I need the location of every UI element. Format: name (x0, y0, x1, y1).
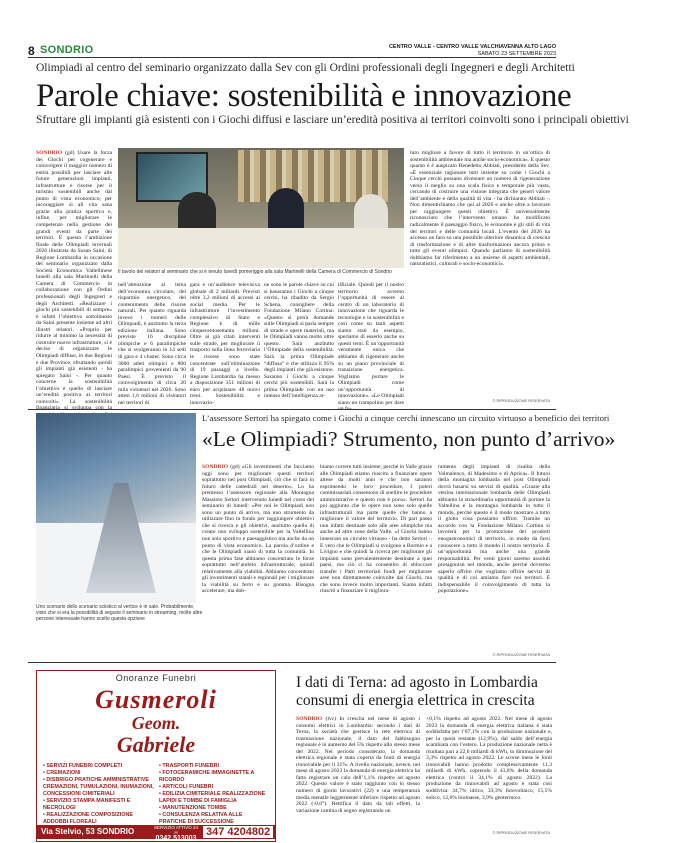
page-header (28, 44, 556, 58)
article2-signature: © RIPRODUZIONE RISERVATA (492, 652, 550, 657)
ad-service-item: • EDILIZIA CIMITERIALE REALIZZAZIONE LAPIDI E TOMBE DI FAMIGLIA (159, 791, 271, 805)
ad-logo-title: Geom. (131, 713, 181, 733)
dateline: SONDRIO (202, 464, 229, 470)
article2-kicker: L’assessore Sertori ha spiegato come i Giochi a cinque cerchi innescano un circuito virtuoso a beneficio dei territori (202, 413, 610, 423)
ad-service-item: • DISBRIGO PRATICHE AMMINISTRATIVE CREMAZIONI, TUMULAZIONI, INUMAZIONI, CONCESSIONI CIMITERIALI (43, 777, 155, 798)
ad-service-item: • CREMAZIONI (43, 770, 155, 777)
ad-service-item: • FOTOCERAMICHE IMMAGINETTE A RICORDO (159, 770, 271, 784)
ad-service-label: SERVIZIO ATTIVO 24 H (153, 825, 199, 835)
ad-contact-bar (37, 825, 275, 842)
ad-service-item: • REALIZZAZIONE COMPOSIZIONE ADDOBBI FLOREALI (43, 812, 155, 826)
dateline: SONDRIO (296, 716, 323, 722)
ad-service-item: • MANUTENZIONE TOMBE (159, 805, 271, 812)
ad-services-right (159, 763, 271, 826)
funeral-services-ad (36, 670, 276, 842)
ad-logo-name: Gabriele (116, 732, 196, 757)
edition-name: CENTRO VALLE - CENTRO VALLE VALCHIAVENNA ALTO LAGO (388, 44, 556, 50)
article-divider (28, 662, 556, 663)
section-title: SONDRIO (40, 44, 94, 56)
ad-service-item: • SERVIZI FUNEBRI COMPLETI (43, 763, 155, 770)
article1-col6: turo migliore a favore di tutto il territorio in un’ottica di sostenibilità ambientale ma anche socio-economica». E questo quanto è è auspicato Benedetto Abbiati, presidente della Sev. «È essenziale ragionare tutti insieme su come i Giochi a Cinque cerchi possano diventare un numero di rigenerazione verso il meglio su una scala fisica e temporale più vasta, cercando di costruire una visione integrata che generi valore dell’ambiente e della qualità di vita - ha dichiarato Abbiati -. Non dimentichiamo che qui al 2026 e anche oltre a lavorare per raggiungere questi obiettivi. È universalmente riconosciuto che l’intervento umano ha modificato radicalmente il paesaggio fisico, le economie e gli stili di vita dei territori e delle comunità locali. L’evento del 2026 ha accesso un faro su una possibile ulteriore dinamica di crescita di trasformazione e di altre trasformazioni ancora prima e tutto gli eventi olimpici. Quando parliamo di sostenibilità dobbiamo far riferimento a un insieme di aspetti ambientali, naturalistici, culturali e socio-economici». (410, 150, 550, 268)
edition-info (389, 44, 556, 57)
ad-service-item: • SERVIZIO STAMPA MANIFESTI E NECROLOGI (43, 798, 155, 812)
edition-date: SABATO 23 SETTEMBRE 2023 (477, 50, 556, 57)
ski-slope-photo (36, 413, 196, 603)
article2-headline: «Le Olimpiadi? Strumento, non punto d’arrivo» (202, 427, 616, 451)
page-number: 8 (28, 44, 35, 58)
article2-photo-caption: Uno scenario dello scenario sciistico al vertice è in sale. Probabilmente, visto che si era la possibilità di seguire il seminario in streaming, molte altre persone interessate hanno scelto questa opzione (36, 604, 203, 622)
ad-logo-surname: Gusmeroli (95, 685, 217, 714)
ad-phone1: 0342 513003 (155, 835, 197, 842)
article1-subheadline: Sfruttare gli impianti già esistenti con i Giochi diffusi e lasciare un’eredità positiva ai territori coinvolti sono i principali obiettivi (36, 114, 629, 126)
dateline: SONDRIO (36, 150, 63, 156)
article1-col1: SONDRIO (gd) Usare la forza dei Giochi per cogenerare e coinvolgere il maggior numero di entità possibili per lasciare alle future generazioni impianti, infrastrutture e risorse per il turismo sostenibili anche dal punto di vista economico; per incoraggiare sì all vita sana grazie alla pratica sportiva e, infine, per migliorare le competenze nella gestione dei grandi eventi da parte dei territori. È questa l’ambizione finale delle Olimpiadi invernali 2026 illustrata da Susan Saini, di Regione Lombardia in occasione del seminario organizzato dalla Società Economica Valtellinese lunedì alla sala Martinelli della Camera di Commercio in collaborazione con gli Ordini professionali degli Ingegneri e degli Architetti. «Realizzare i giochi più sostenibili di sempre» è infatti l’obiettivo sottolineato da Saini presente insieme ad altri illustri relatori. «Proprio per ridurre al minimo la necessità di costruire nuove infrastrutture, si è deciso di organizzare le Olimpiadi diffuse, in due Regioni e due Province, sfruttando quindi gli impianti già esistenti - ha spiegato Saini -. Per quanto concerne la sostenibilità l’obiettivo è quello di lasciare un’eredità positiva ai territori coinvolti». La sostenibilità (36, 150, 112, 405)
ad-heading: Onoranze Funebri (115, 673, 197, 683)
article1-col4: ne sono le parole chiave su cui si basaranno i Giochi a cinque cerchi, ha ribadito da Sergio Schena, consigliere della Fondazione Milano Cortina: «Questo si potrà domande sulle Olimpiadi si parla sempre di strade e opere materiali, ma le Olimpiadi vanno molto oltre questo. Sarà anzitutto l’Olimpiade della sostenibilità. Sarà la prima Olimpiade “diffusa” e che utilizza il 95% degli impianti che già esistono. Saranno i Giochi a cinque cerchi più sostenibili. Sarà la prima Olimpiade con un uso intenso dell’intelligenza ar- (264, 282, 334, 400)
article1-kicker: Olimpiadi al centro del seminario organizzato dalla Sev con gli Ordini professionali degli Ingegneri e degli Architetti (36, 62, 575, 74)
article3-col1: SONDRIO (lvc) In crescita nel mese di agosto i consumi elettrici in Lombardia: secondo i dati di Terna, la società che gestisce la rete elettrica di trasmissione nazionale, il dato del fabbisogno regionale è in aumento del 5% rispetto allo stesso mese del 2022. Nel periodo considerato, la domanda elettrica regionale è stata coperta da fonti di energia rinnovabile per il 31%. A livello nazionale, invece, nel mese di agosto 2023 la domanda di energia elettrica ha fatto registrare un calo dell’1,1% rispetto ad agosto 2022. Questo valore è stato raggiunto con lo stesso numero di giorni lavorativi (22) e una temperatura media mensile leggermente inferiore rispetto ad agosto 2022 (-0,6°). Rettifica il dato da tali effetti, la variazione cambia di segno registrando un (296, 716, 420, 814)
ad-phone-office (153, 825, 199, 843)
ad-address: Via Stelvio, 53 SONDRIO (41, 827, 135, 836)
article3-signature: © RIPRODUZIONE RISERVATA (492, 830, 550, 835)
ad-services-left (43, 763, 155, 826)
article2-col1: SONDRIO (gd) «Gli investimenti che facciamo oggi sono per migliorare questi territori soprattutto nel post Olimpiadi, ciò che si farà in futuro delle cattedrali nel deserto». Lo ha premesso l’assessore regionale alla Montagna Massimo Sertori intervenuto lunedì nel corso del seminario di lunedì: «Per noi le Olimpiadi non sono un punto di arrivo, ma uno strumento da utilizzare fino in fondo per raggiungere obiettivi che si ricerca e gli obiettivi, anzitutto quello di creare uno sviluppo sostenibile per la Valtellina non solo sportivo e paesaggistico ma anche da un punto di vista economico. La parola d’ordine e che le Olimpiadi siano di tutta la comunità. In questa prima fase abbiamo concentrato le forze soprattutto nell’ambito infrastrutturale, quindi relativamente alla viabilità. Abbiamo concentrato gli investimenti statali e regionali per i migliorare la viabilità su ferro e su gomma. Bisogna accelerare, ma dob- (202, 464, 314, 595)
ad-service-item: • CONSULENZA RELATIVA ALLE PRATICHE DI SUCCESSIONE (159, 812, 271, 826)
ad-service-item: • TRASPORTI FUNEBRI (159, 763, 271, 770)
article-divider (28, 409, 556, 410)
speaker-table (118, 228, 404, 268)
ad-logo (47, 687, 265, 757)
article2-col2: biamo correre tutti insieme, perché in Valle grazie alle Olimpiadi stiamo riuscito a finanziare opere attese da molti anni e che non saranno esprimendo le loro procedure, I poteri commissariali consentono di snellire le procedure amministrative e questo non è poco». Sertori ha poi aggiunto che le opere non sono solo quelle infrastrutturali ma parte quelle che hanno a migliorare il valore del territorio. Di pari passo non infatti destinate solo alle aree olimpiche ma anche ad altre zone della Valle. «I Giochi hanno innescato un circuito virtuoso - ha detto Sertori -. E vero che le Olimpiadi si svolgono a Bormio e a Livigno e che quindi la ricerca per migliorare gli impianti sono prevalentemente destinate a quei paesi, ma ciò ci ha consentito di sbloccare transfer i Patti territoriali fondi per migliorare aree non direttamente coinvolte dai Giochi, ma che sono invece molto importanti. Siamo infatti riusciti a finanziare il migliora- (320, 464, 432, 595)
article3-headline: I dati di Terna: ad agosto in Lombardia consumi di energia elettrica in crescita (296, 674, 538, 709)
article1-col5: tificiale. Quindi per il nostro territorio avremo l’opportunità di essere al centro di un laboratorio di innovazione che riguarda le tecnologie e la sostenibilità e così come su tanti aspetti siamo stati da esempio, speriamo di esserlo anche su questi temi. È un’opportunità veramente unica che abbiamo di rigenerare anche su un piano provinciale di transizione energetica. Vogliamo portare le Olimpiadi come un’opportunità di innovazione». «Le Olimpiadi siano un trampolino per dare (338, 282, 404, 406)
article1-col3: gara e un’audience televisiva globale di 2 miliardi. Previsti oltre 3,2 milioni di accessi ai social media. Per le infrastrutture l’investimento complessivo di Stato e Regione è di mille cinquecentosettanta milioni. Oltre ai già citati interventi sulle strade, per migliorare il trasporto sulla linea ferroviaria le risorse sono state concentrate sull’eliminazione di 19 passaggi a livello. Regione Lombardia ha messo a disposizione 351 milioni di euro per acquistare 48 nuovi treni. Sostenibilità e innovazio- (190, 282, 260, 406)
ad-service-item: • ARTICOLI FUNEBRI (159, 784, 271, 791)
article1-col2: nell’attenzione al tema dell’economia circolare, del risparmio energetico, del contenimento delle risorse naturali. Per quanto riguarda invece i numeri delle Olimpiadi, è anzitutto la terza edizione italiana. Sono previste 16 discipline olimpiche e 6 paralimpiche che si svolgeranno in 14 sedi di gara e 4 cluster. Sono circa 3000 atleti olimpici e 800 paralimpici provenienti da 90 Paesi. È previsto il coinvolgimento di circa 20 mila volontari nel 2026. Sono attesi 1,6 milioni di visitatori nei territori di (118, 282, 186, 406)
article1-photo-caption: Il tavolo dei relatori al seminario che si è tenuto lunedì pomeriggio alla sala Martinelli della Camera di Commercio di Sondrio (118, 269, 392, 275)
article2-col3: ramento degli impianti di risalita della Valmalenco, di Madesimo e di Aprica». Il futuro della montagna lombarda nel post Olimpiadi dovrà basarsi su servizi di qualità. «Grazie alla vetrina internazionale lombarda delle Olimpiadi abbiamo la straordinaria opportunità di portare la Valtellina e la montagna lombarda in tutto il mondo, perché questo è il modo mostrare a tutto il globo cosa possiamo offrire. Tramite un accordo con la Fondazione Milano Cortina si lavorerà per la promozione dei prodotti enogastronomici di territorio, in modo da farsi conoscere a tutto il mondo il nostro territorio. È un’opportunità ma anche una grande responsabilità. Per venti giorni saremo assoluti protagonisti nel mondo, anche perché dovremo saperlo offrire che vogliamo offrire servizi di qualità e di cui amiamo fare noi territori. È indispensabile il coinvolgimento di tutta la popolazione». (438, 464, 550, 595)
article1-headline: Parole chiave: sostenibilità e innovazione (36, 78, 572, 114)
ad-phone-mobile: 347 4204802 (203, 826, 273, 838)
article1-signature: © RIPRODUZIONE RISERVATA (492, 398, 550, 403)
seminar-photo (118, 148, 404, 268)
article3-col2: +0,1% rispetto ad agosto 2022. Nel mese di agosto 2023 la domanda di energia elettrica italiana è stata soddisfatta per l’87,1% con la produzione nazionale e, per la quota restante (12,9%), dal saldo dell’energia scambiata con l’estero. La produzione nazionale netta è risultata pari a 22,6 miliardi di kWh, in diminuzione del 3,3% rispetto ad agosto 2022. Le scorse mese le fonti rinnovabili hanno prodotto complessivamente 11,3 miliardi di kWh, coprendo il 43,8% della domanda elettrica (contro il 34,1% di agosto 2022). La produzione da rinnovabili ad agosto è stata così suddivisa: 34,7% idrico, 33,3% fotovoltaico, 15,5% eolico, 12,6% biomasse, 3,9% geotermico. (426, 716, 552, 801)
